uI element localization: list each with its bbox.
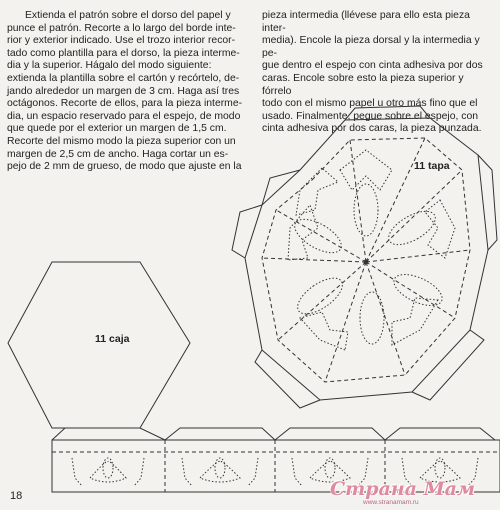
lid-label: 11 tapa [414,160,450,172]
strip-tab [275,428,385,440]
strip-tab [52,428,165,440]
strip-tab [385,428,495,440]
text-line: todo con el mismo papel u otro más fino que el [262,98,478,110]
text-line: extienda la plantilla sobre el cartón y recórtelo, de- [7,72,240,84]
text-line: jando alrededor un margen de 3 cm. Haga así tres [7,85,240,97]
text-line: dia y la superior. Hágalo del modo siguiente: [7,60,212,72]
lid-pricked-motifs [288,150,455,350]
text-line: caras. Encole sobre esto la pieza superior y fórrelo [262,72,464,97]
text-line: margen de 2,5 cm de ancho. Haga cortar un es- [7,148,229,160]
lid-pattern [232,106,497,408]
watermark-logo: Страна Мам [330,478,476,500]
text-line: pejo de 2 mm de grueso, de modo que ajuste en la [7,161,242,173]
text-line: punce el patrón. Recorte a lo largo del borde inte- [7,22,236,34]
text-line: usado. Finalmente, pegue sobre el espejo, con [262,110,479,122]
text-line: Extienda el patrón sobre el dorso del papel y [25,10,231,21]
box-hexagon [8,262,190,428]
text-line: cinta adhesiva por dos caras, la pieza punzada. [262,123,482,135]
box-pattern [8,262,190,428]
text-line: media). Encole la pieza dorsal y la intermedia y pe- [262,35,480,59]
text-line: octágonos. Recorte de ellos, para la pieza interme- [7,98,243,110]
strip-tab [165,428,275,440]
text-line: tado como plantilla para el dorso, la pieza interme- [7,47,240,59]
text-line: que quede por el exterior un margen de 1,5 cm. [7,123,227,135]
box-label: 11 caja [95,333,130,345]
lid-tabs [232,106,497,408]
lid-center [364,260,368,264]
text-line: pieza intermedia (llévese para ello esta pieza inter- [262,10,470,34]
text-line: gue dentro el espejo con cinta adhesiva por dos [262,60,483,72]
text-line: dia, un espacio reservado para el espejo, de modo [7,110,241,122]
page-number: 18 [10,490,23,502]
text-line: rior y exterior indicado. Use el trozo interior recor- [7,35,236,47]
watermark-url: www.stranamam.ru [363,499,419,506]
text-line: Recorte del mismo modo la pieza superior con un [7,135,236,147]
